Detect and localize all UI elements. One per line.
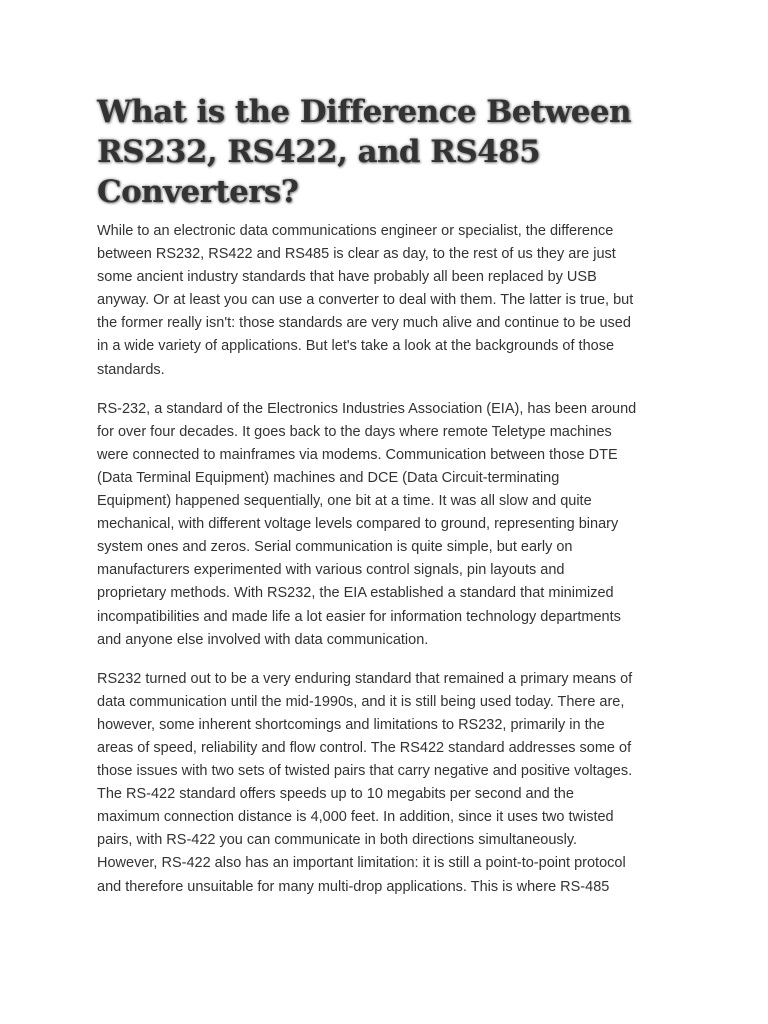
paragraph-rs422: RS232 turned out to be a very enduring standard that remained a primary means of data communication until the mid-1990s, and it is still being used today. There are, however, some inherent shortcomings and limitations to RS232, primarily in the areas of speed, reliability and flow control. The RS422 standard addresses some of those issues with two sets of twisted pairs that carry negative and positive voltages. The RS-422 standard offers speeds up to 10 megabits per second and the maximum connection distance is 4,000 feet. In addition, since it uses two twisted pairs, with RS-422 you can communicate in both directions simultaneously. However, RS-422 also has an important limitation: it is still a point-to-point protocol and therefore unsuitable for many multi-drop applications. This is where RS-485 [97, 670, 633, 895]
paragraph-intro: While to an electronic data communications engineer or specialist, the difference between RS232, RS422 and RS485 is clear as day, to the rest of us they are just some ancient industry standards that have probably all been replaced by USB anyway. Or at least you can use a converter to deal with them. The latter is true, but the former really isn't: those standards are very much alive and continue to be used in a wide variety of applications. But let's take a look at the backgrounds of those standards. [97, 223, 634, 378]
article [97, 92, 637, 899]
paragraph-rs232-history: RS-232, a standard of the Electronics Industries Association (EIA), has been around for over four decades. It goes back to the days where remote Teletype machines were connected to mainframes via modems. Communication between those DTE (Data Terminal Equipment) machines and DCE (Data Circuit-terminating Equipment) happened sequentially, one bit at a time. It was all slow and quite mechanical, with different voltage levels compared to ground, representing binary system ones and zeros. Serial communication is quite simple, but early on manufacturers experimented with various control signals, pin layouts and proprietary methods. With RS232, the EIA established a standard that minimized incompatibilities and made life a lot easier for information technology departments and anyone else involved with data communication. [97, 400, 637, 648]
article-title: What is the Difference Between RS232, RS422, and RS485 Converters? [97, 94, 631, 210]
